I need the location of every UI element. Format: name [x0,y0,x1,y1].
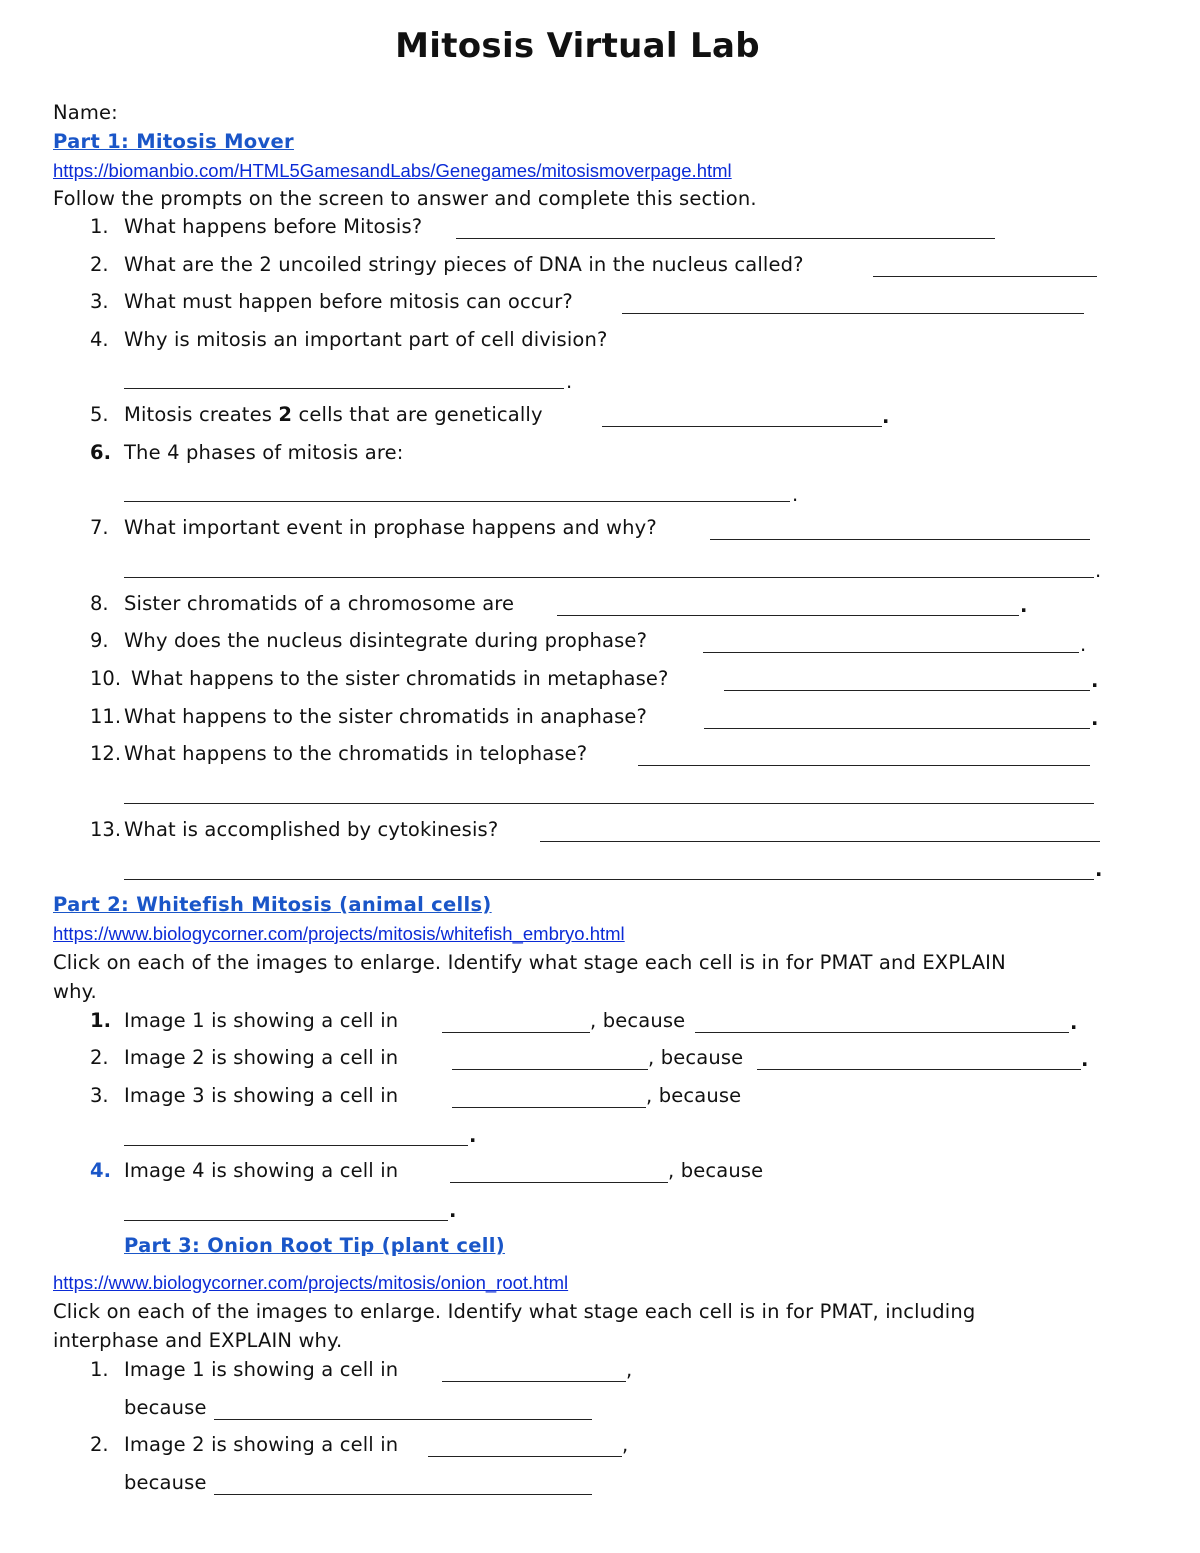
q3-answer-line[interactable] [622,313,1084,314]
q9-period: . [1080,633,1087,656]
p2-item3-text: Image 3 is showing a cell in [124,1084,399,1107]
q13-text: What is accomplished by cytokinesis? [124,818,499,841]
p3-item2-comma: , [622,1433,629,1456]
p3-item2-number: 2. [90,1433,109,1456]
q12-text: What happens to the chromatids in telophase? [124,742,588,765]
p2-item3-number: 3. [90,1084,109,1107]
p2-item2-period: . [1081,1048,1089,1071]
q5-number: 5. [90,403,109,426]
q7-text: What important event in prophase happens and why? [124,516,657,539]
p2-item3-because: , because [646,1084,742,1107]
p2-item1-stage-line[interactable] [442,1032,590,1033]
p2-item1-number: 1. [90,1009,111,1032]
q10-answer-line[interactable] [724,690,1090,691]
part3-heading: Part 3: Onion Root Tip (plant cell) [124,1234,505,1257]
p3-item1-stage-line[interactable] [442,1381,626,1382]
q4-period: . [566,370,573,393]
q1-number: 1. [90,215,109,238]
p2-item3-reason-line[interactable] [124,1145,468,1146]
q6-number: 6. [90,441,111,464]
p3-item1-because: because [124,1396,207,1419]
q10-period: . [1091,669,1099,692]
part3-instructions-line1: Click on each of the images to enlarge. Identify what stage each cell is in for PMAT, including [53,1300,976,1323]
q4-text: Why is mitosis an important part of cell division? [124,328,608,351]
q9-number: 9. [90,629,109,652]
p3-item2-text: Image 2 is showing a cell in [124,1433,399,1456]
q6-period: . [792,483,799,506]
name-label: Name: [53,101,118,124]
p2-item1-period: . [1070,1011,1078,1034]
p2-item4-because: , because [668,1159,764,1182]
q11-period: . [1091,707,1099,730]
q5-text-after: cells that are genetically [298,403,543,426]
q4-answer-line[interactable] [124,388,564,389]
p2-item4-reason-line[interactable] [124,1220,448,1221]
q13-answer-line-1[interactable] [540,841,1100,842]
part2-instructions-line1: Click on each of the images to enlarge. Identify what stage each cell is in for PMAT and EXPLAIN [53,951,1006,974]
q5-answer-line[interactable] [602,426,882,427]
p2-item2-text: Image 2 is showing a cell in [124,1046,399,1069]
q1-text: What happens before Mitosis? [124,215,423,238]
part3-instructions-line2: interphase and EXPLAIN why. [53,1329,343,1352]
p3-item2-stage-line[interactable] [428,1456,622,1457]
q13-answer-line-2[interactable] [124,879,1094,880]
p2-item4-stage-line[interactable] [450,1182,668,1183]
part1-heading: Part 1: Mitosis Mover [53,130,294,153]
q2-text: What are the 2 uncoiled stringy pieces of DNA in the nucleus called? [124,253,804,276]
part2-heading: Part 2: Whitefish Mitosis (animal cells) [53,893,492,916]
q12-answer-line-1[interactable] [638,765,1090,766]
p3-item1-comma: , [626,1358,633,1381]
q12-answer-line-2[interactable] [124,803,1094,804]
q11-text: What happens to the sister chromatids in anaphase? [124,705,648,728]
p3-item1-number: 1. [90,1358,109,1381]
q13-number: 13. [90,818,122,841]
q6-answer-line[interactable] [124,501,790,502]
q7-answer-line-2[interactable] [124,577,1094,578]
q2-number: 2. [90,253,109,276]
q11-answer-line[interactable] [704,728,1090,729]
q4-number: 4. [90,328,109,351]
p3-item1-reason-line[interactable] [214,1419,592,1420]
p2-item4-text: Image 4 is showing a cell in [124,1159,399,1182]
q3-text: What must happen before mitosis can occur? [124,290,573,313]
part3-link[interactable]: https://www.biologycorner.com/projects/mitosis/onion_root.html [53,1272,569,1293]
q12-number: 12. [90,742,122,765]
q10-number: 10. [90,667,122,690]
p2-item2-because: , because [648,1046,744,1069]
p2-item3-stage-line[interactable] [452,1107,646,1108]
p3-item1-text: Image 1 is showing a cell in [124,1358,399,1381]
p3-item2-because: because [124,1471,207,1494]
q11-number: 11. [90,705,122,728]
q8-answer-line[interactable] [557,615,1019,616]
q9-text: Why does the nucleus disintegrate during prophase? [124,629,648,652]
p2-item3-period: . [469,1124,477,1147]
p2-item4-number: 4. [90,1159,111,1182]
p2-item1-reason-line[interactable] [695,1032,1069,1033]
q10-text: What happens to the sister chromatids in metaphase? [131,667,669,690]
p2-item1-because: , because [590,1009,686,1032]
p2-item2-number: 2. [90,1046,109,1069]
q7-answer-line-1[interactable] [710,539,1090,540]
part1-link[interactable]: https://biomanbio.com/HTML5GamesandLabs/Genegames/mitosismoverpage.html [53,160,732,181]
q8-number: 8. [90,592,109,615]
p2-item1-text: Image 1 is showing a cell in [124,1009,399,1032]
q7-period: . [1095,559,1102,582]
p2-item2-stage-line[interactable] [452,1069,648,1070]
q2-answer-line[interactable] [873,276,1097,277]
q1-answer-line[interactable] [456,238,995,239]
q5-period: . [882,405,890,428]
q3-number: 3. [90,290,109,313]
q13-period: . [1095,858,1103,881]
q8-period: . [1020,594,1028,617]
page-title: Mitosis Virtual Lab [395,26,760,66]
q6-text: The 4 phases of mitosis are: [124,441,404,464]
p2-item2-reason-line[interactable] [757,1069,1081,1070]
q5-text-before: Mitosis creates [124,403,273,426]
p2-item4-period: . [449,1199,457,1222]
p3-item2-reason-line[interactable] [214,1494,592,1495]
q5-bold-number: 2 [278,403,293,426]
part2-instructions-line2: why. [53,980,97,1003]
q5-text [124,402,543,428]
q7-number: 7. [90,516,109,539]
part2-link[interactable]: https://www.biologycorner.com/projects/mitosis/whitefish_embryo.html [53,923,625,944]
q8-text: Sister chromatids of a chromosome are [124,592,515,615]
part1-instructions: Follow the prompts on the screen to answer and complete this section. [53,187,757,210]
q9-answer-line[interactable] [703,652,1079,653]
